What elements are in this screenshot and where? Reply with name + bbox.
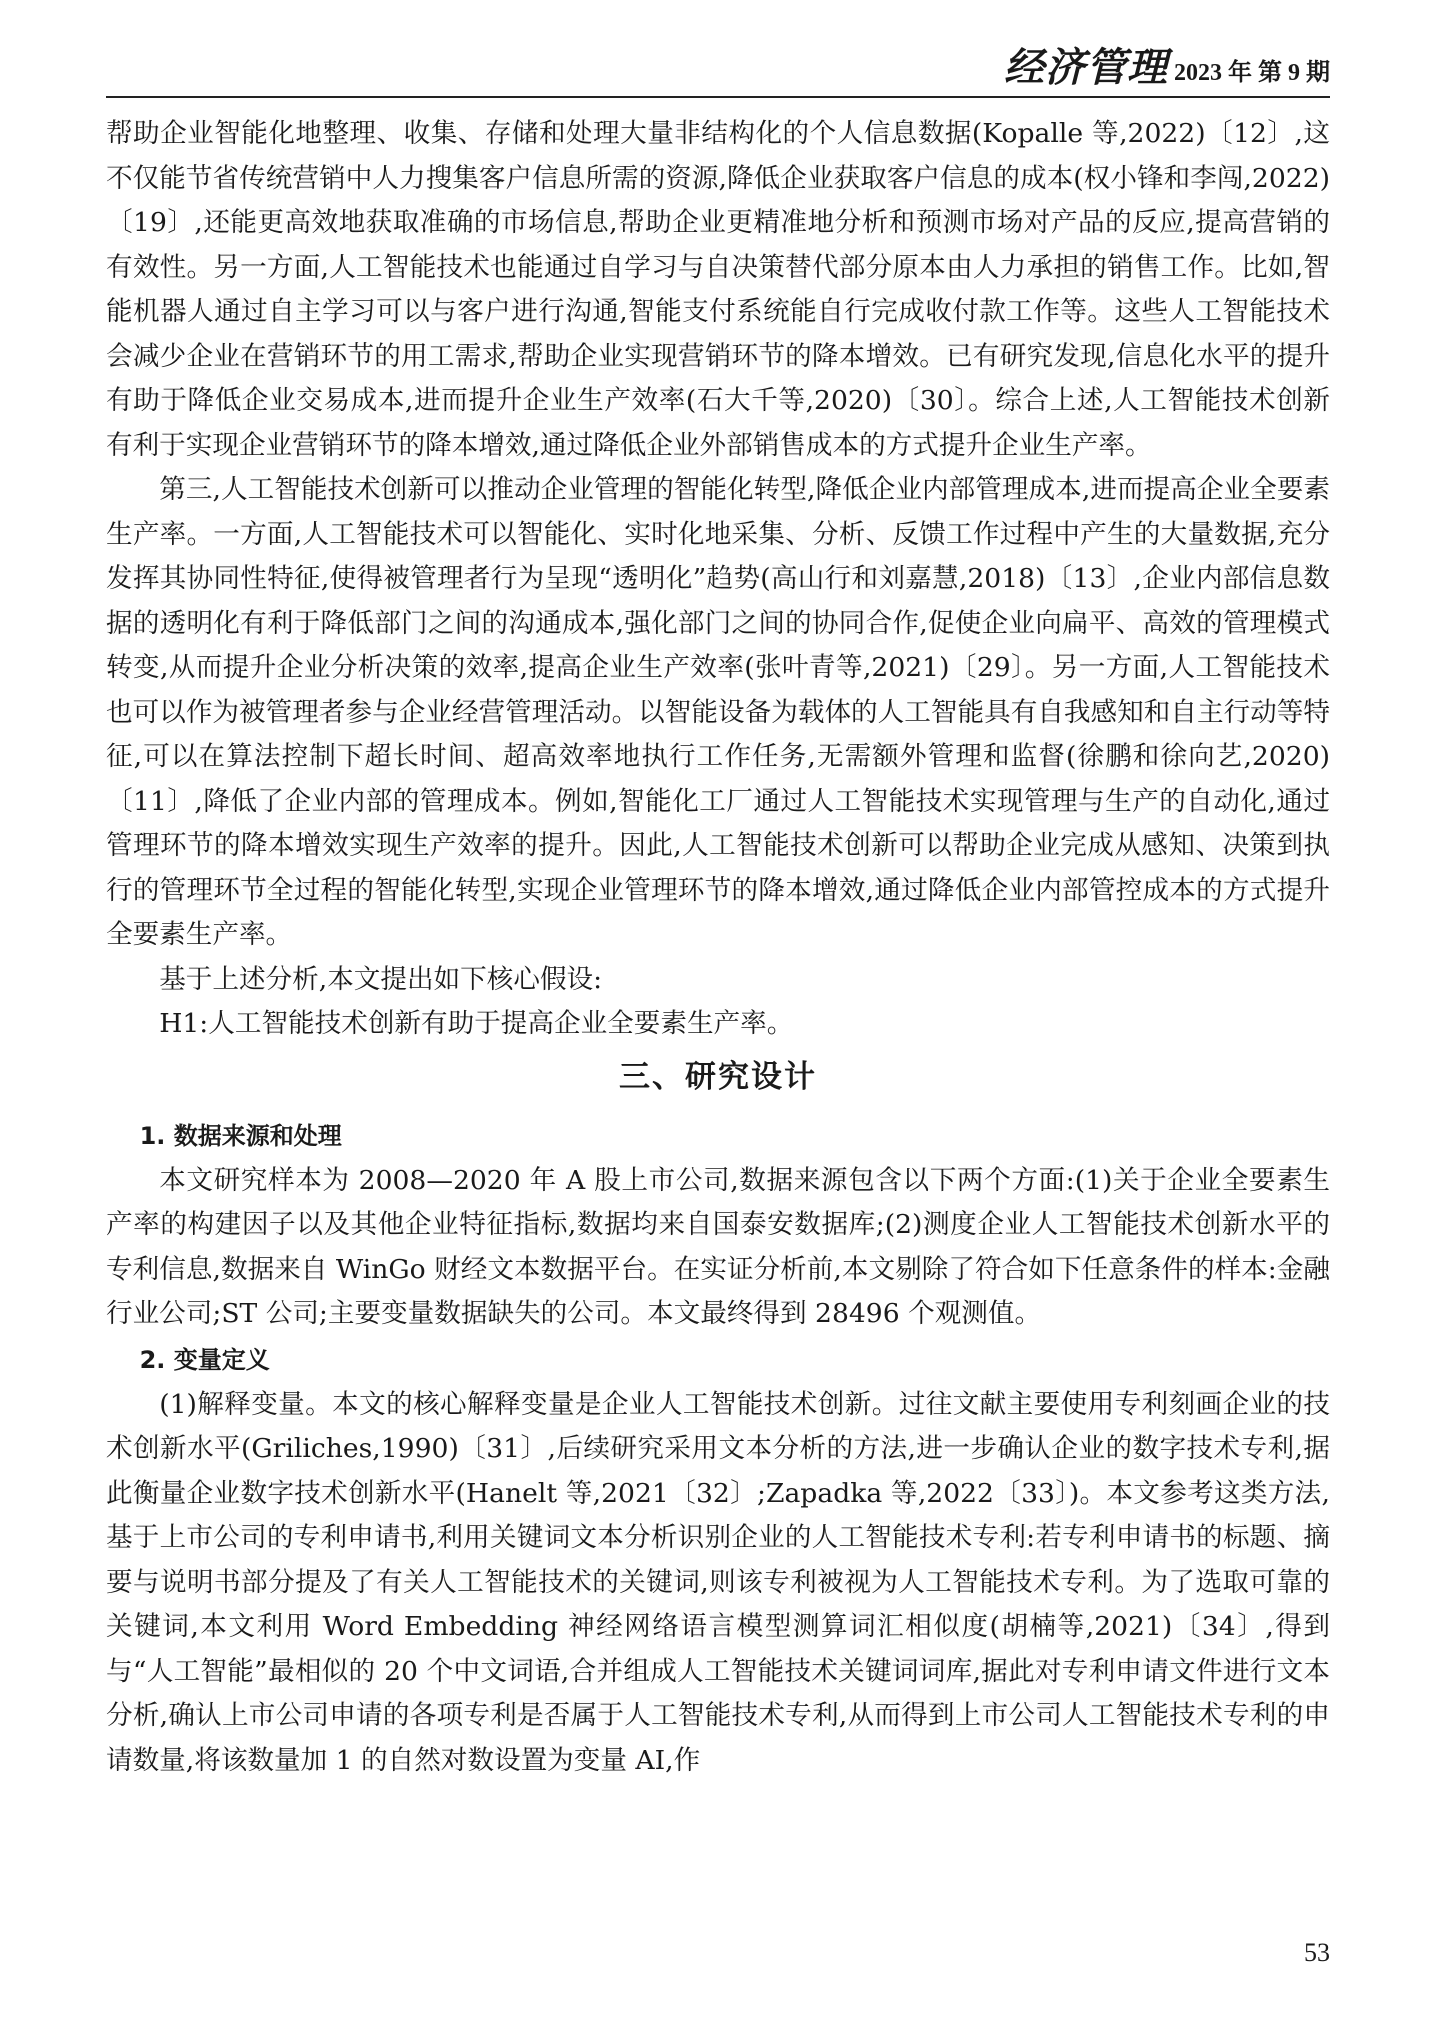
running-header [106,36,1330,98]
body-paragraph: (1)解释变量。本文的核心解释变量是企业人工智能技术创新。过往文献主要使用专利刻画企业的技术创新水平(Griliches,1990)〔31〕,后续研究采用文本分析的方法,进一步确认企业的数字技术专利,据此衡量企业数字技术创新水平(Hanelt 等,2021〔32〕;Zapadka 等,2022〔33〕)。本文参考这类方法,基于上市公司的专利申请书,利用关键词文本分析识别企业的人工智能技术专利:若专利申请书的标题、摘要与说明书部分提及了有关人工智能技术的关键词,则该专利被视为人工智能技术专利。为了选取可靠的关键词,本文利用 Word Embedding 神经网络语言模型测算词汇相似度(胡楠等,2021)〔34〕,得到与“人工智能”最相似的 20 个中文词语,合并组成人工智能技术关键词词库,据此对专利申请文件进行文本分析,确认上市公司申请的各项专利是否属于人工智能技术专利,从而得到上市公司人工智能技术专利的申请数量,将该数量加 1 的自然对数设置为变量 AI,作 [106,1388,1330,1776]
subsection-heading: 2. 变量定义 [139,1345,270,1374]
body-paragraph: 第三,人工智能技术创新可以推动企业管理的智能化转型,降低企业内部管理成本,进而提高企业全要素生产率。一方面,人工智能技术可以智能化、实时化地采集、分析、反馈工作过程中产生的大量数据,充分发挥其协同性特征,使得被管理者行为呈现“透明化”趋势(高山行和刘嘉慧,2018)〔13〕,企业内部信息数据的透明化有利于降低部门之间的沟通成本,强化部门之间的协同合作,促使企业向扁平、高效的管理模式转变,从而提升企业分析决策的效率,提高企业生产效率(张叶青等,2021)〔29〕。另一方面,人工智能技术也可以作为被管理者参与企业经营管理活动。以智能设备为载体的人工智能具有自我感知和自主行动等特征,可以在算法控制下超长时间、超高效率地执行工作任务,无需额外管理和监督(徐鹏和徐向艺,2020)〔11〕,降低了企业内部的管理成本。例如,智能化工厂通过人工智能技术实现管理与生产的自动化,通过管理环节的降本增效实现生产效率的提升。因此,人工智能技术创新可以帮助企业完成从感知、决策到执行的管理环节全过程的智能化转型,实现企业管理环节的降本增效,通过降低企业内部管控成本的方式提升全要素生产率。 [106,474,1330,950]
article-body [106,112,1330,1783]
page-number: 53 [1304,1938,1330,1967]
body-paragraph: 基于上述分析,本文提出如下核心假设: [159,963,603,995]
subsection-heading: 1. 数据来源和处理 [139,1121,342,1150]
section-heading: 三、研究设计 [619,1058,817,1095]
issue-label: 2023 年 第 9 期 [1174,60,1330,87]
body-paragraph: 帮助企业智能化地整理、收集、存储和处理大量非结构化的个人信息数据(Kopalle 等,2022)〔12〕,这不仅能节省传统营销中人力搜集客户信息所需的资源,降低企业获取客户信息的成本(权小锋和李闯,2022)〔19〕,还能更高效地获取准确的市场信息,帮助企业更精准地分析和预测市场对产品的反应,提高营销的有效性。另一方面,人工智能技术也能通过自学习与自决策替代部分原本由人力承担的销售工作。比如,智能机器人通过自主学习可以与客户进行沟通,智能支付系统能自行完成收付款工作等。这些人工智能技术会减少企业在营销环节的用工需求,帮助企业实现营销环节的降本增效。已有研究发现,信息化水平的提升有助于降低企业交易成本,进而提升企业生产效率(石大千等,2020)〔30〕。综合上述,人工智能技术创新有利于实现企业营销环节的降本增效,通过降低企业外部销售成本的方式提升企业生产率。 [106,118,1330,461]
journal-title: 经济管理 [1004,44,1168,91]
body-paragraph: 本文研究样本为 2008—2020 年 A 股上市公司,数据来源包含以下两个方面:(1)关于企业全要素生产率的构建因子以及其他企业特征指标,数据均来自国泰安数据库;(2)测度企业人工智能技术创新水平的专利信息,数据来自 WinGo 财经文本数据平台。在实证分析前,本文剔除了符合如下任意条件的样本:金融行业公司;ST 公司;主要变量数据缺失的公司。本文最终得到 28496 个观测值。 [106,1164,1330,1329]
hypothesis: H1:人工智能技术创新有助于提高企业全要素生产率。 [159,1008,794,1039]
